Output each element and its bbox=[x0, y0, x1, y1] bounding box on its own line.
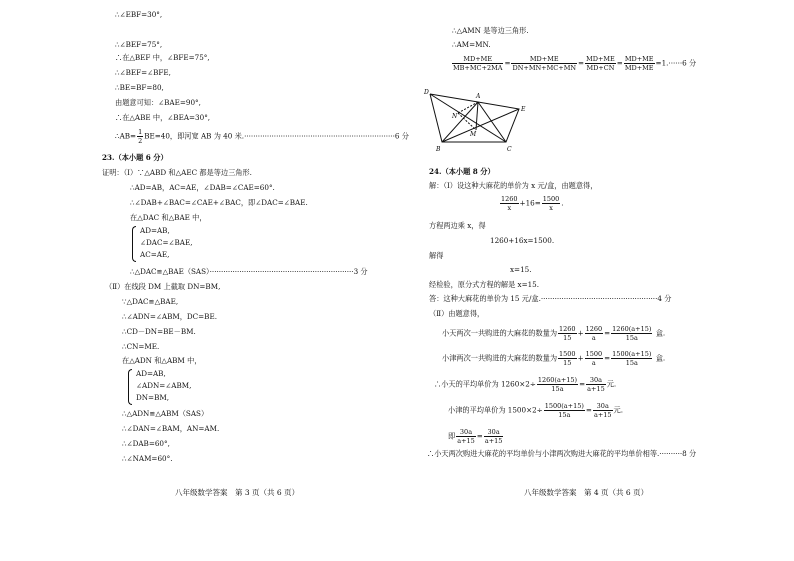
text-line: 解得 bbox=[429, 251, 444, 260]
text-line: x=15. bbox=[510, 265, 532, 274]
label-b: B bbox=[436, 146, 441, 153]
brace bbox=[128, 369, 132, 405]
page-footer: 八年级数学答案 第 4 页（共 6 页） bbox=[524, 488, 649, 497]
text-line: ∴∠NAM=60°. bbox=[122, 454, 173, 463]
text-line: 答：这种大麻花的单价为 15 元/盒.···················································4 分 bbox=[429, 294, 672, 303]
text-line: ∠DAC=∠BAE, bbox=[140, 238, 193, 247]
ab-prefix: ∴AB= bbox=[115, 131, 137, 141]
text-line: ∴小天两次购进大麻花的平均单价与小津两次购进大麻花的平均单价相等.··········8 分 bbox=[427, 449, 697, 458]
label-d: D bbox=[424, 89, 429, 96]
text-line: ∴∠BEF=∠BFE, bbox=[115, 68, 171, 77]
equation-line: 小津两次一共购进的大麻花的数量为 $\frac{1500}{15}$ + $\frac{1500}{a}$ = $\frac{1500(a+15)}{15a}$ 盒. bbox=[442, 350, 666, 367]
question-24-title: 24.（本小题 8 分） bbox=[429, 167, 495, 176]
text-line: ∴△DAC≌△BAE（SAS）·······························································3 分 bbox=[130, 267, 368, 276]
text-line: ∴∠DAB+∠BAC=∠CAE+∠BAC，即∠DAC=∠BAE. bbox=[130, 198, 308, 207]
text-line: ∵△DAC≌△BAE, bbox=[122, 297, 179, 306]
fraction: $\frac{1}{2}$ bbox=[138, 128, 143, 145]
text-line: ∴AD=AB，AC=AE，∠DAB=∠CAE=60°. bbox=[130, 183, 275, 192]
fraction: $\frac{MD+ME}{MD+CN}$ bbox=[586, 55, 615, 72]
text-line: ∴∠DAB=60°, bbox=[122, 439, 170, 448]
text-line: ∠ADN=∠ABM, bbox=[136, 381, 192, 390]
text-line: ∴∠EBF=30°, bbox=[115, 10, 163, 19]
label-c: C bbox=[507, 146, 512, 153]
text-line: （Ⅱ）在线段 DM 上截取 DN=BM, bbox=[105, 282, 221, 291]
text-line: 在△DAC 和△BAE 中， bbox=[130, 213, 207, 222]
text-line: ∴在△BEF 中，∠BFE=75°, bbox=[115, 53, 210, 62]
equation-line: $\frac{1260}{x}$ +16= $\frac{1500}{x}$ . bbox=[501, 195, 564, 212]
text-line: ∴∠DAN=∠BAM，AN=AM. bbox=[122, 424, 220, 433]
fraction: $\frac{MD+ME}{DN+MN+MC+MN}$ bbox=[512, 55, 577, 72]
text-line: AC=AE, bbox=[140, 250, 170, 259]
text-line: DN=BM, bbox=[136, 393, 170, 402]
label-a: A bbox=[476, 93, 481, 100]
page-footer: 八年级数学答案 第 3 页（共 6 页） bbox=[175, 488, 300, 497]
equation-line: 小津的平均单价为 1500×2÷ $\frac{1500(a+15)}{15a}$ = $\frac{30a}{a+15}$ 元. bbox=[448, 402, 624, 419]
text-line: ∴∠BEF=75°, bbox=[115, 40, 163, 49]
text-line: 经检验，原分式方程的解是 x=15. bbox=[429, 280, 540, 289]
text-line: ∴∠ADN=∠ABM，DC=BE. bbox=[122, 312, 217, 321]
ab-line bbox=[115, 128, 409, 145]
label-m: M bbox=[470, 131, 477, 138]
question-23-title: 23.（本小题 6 分） bbox=[102, 153, 168, 162]
text-line: 证明：（Ⅰ）∵△ABD 和△AEC 都是等边三角形. bbox=[102, 168, 252, 177]
text-line: 方程两边乘 x，得 bbox=[429, 221, 486, 230]
equation-line: ∴小天的平均单价为 1260×2÷ $\frac{1260(a+15)}{15a}$ = $\frac{30a}{a+15}$ 元. bbox=[434, 376, 617, 393]
label-e: E bbox=[521, 106, 526, 113]
text-line: 解：（Ⅰ）设这种大麻花的单价为 x 元/盒，由题意得， bbox=[429, 181, 598, 190]
brace bbox=[132, 226, 136, 262]
text-line: ∴在△ABE 中，∠BEA=30°, bbox=[115, 113, 211, 122]
text-line: ∴CD－DN=BE－BM. bbox=[122, 327, 196, 336]
text-line: AD=AB, bbox=[136, 369, 166, 378]
ab-suffix: BE=40，即河宽 AB 为 40 米.··································································6 分 bbox=[144, 131, 409, 141]
text-line: 在△ADN 和△ABM 中， bbox=[122, 356, 202, 365]
equation-line: 即 $\frac{30a}{a+15}$ = $\frac{30a}{a+15}$ bbox=[448, 428, 503, 445]
text-line: （Ⅱ）由题意得， bbox=[429, 309, 485, 318]
fraction: $\frac{MD+ME}{MB+MC+2MA}$ bbox=[453, 55, 503, 72]
text-line: ∴△ADN≌△ABM（SAS） bbox=[122, 409, 209, 418]
equation-line: 小天两次一共购进的大麻花的数量为 $\frac{1260}{15}$ + $\frac{1260}{a}$ = $\frac{1260(a+15)}{15a}$ 盒. bbox=[442, 325, 666, 342]
answer-page-4 bbox=[397, 0, 794, 561]
geometry-figure bbox=[423, 86, 533, 154]
text-line: ∴CN=ME. bbox=[122, 342, 160, 351]
text-line: 由题意可知：∠BAE=90°, bbox=[115, 98, 201, 107]
ratio-equation: $\frac{MD+ME}{MB+MC+2MA}$ = $\frac{MD+ME}{DN+MN+MC+MN}$ = $\frac{MD+ME}{MD+CN}$ = $\frac{MD+ME}{MD+ME}$ =1.······6 分 bbox=[453, 55, 697, 72]
text-line: AD=AB, bbox=[140, 226, 170, 235]
text-line: ∴AM=MN. bbox=[452, 40, 491, 49]
text-line: ∴△AMN 是等边三角形. bbox=[452, 26, 529, 35]
text-line: ∴BE=BF=80, bbox=[115, 83, 164, 92]
label-n: N bbox=[452, 113, 458, 120]
fraction: $\frac{MD+ME}{MD+ME}$ bbox=[624, 55, 654, 72]
text-line: 1260+16x=1500. bbox=[490, 236, 555, 245]
